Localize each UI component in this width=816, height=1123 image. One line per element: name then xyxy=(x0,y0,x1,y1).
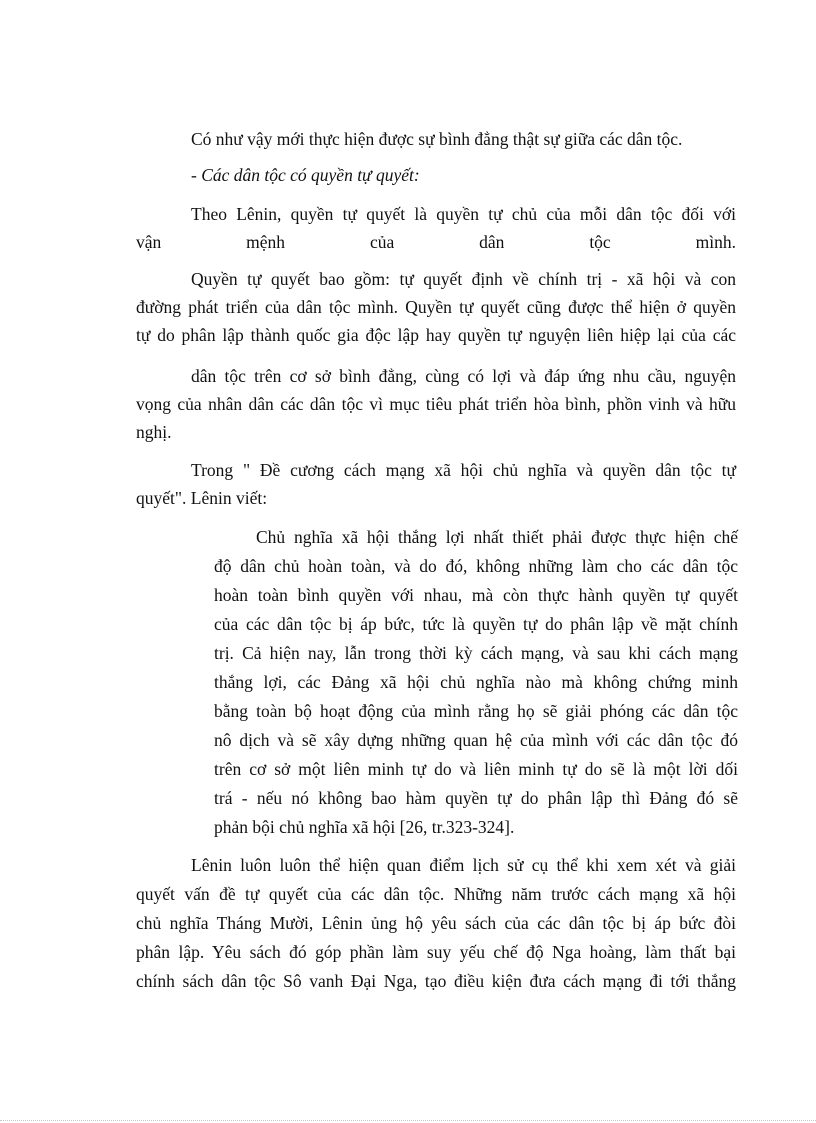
quote-line: thắng lợi, các Đảng xã hội chủ nghĩa nào mà không chứng minh xyxy=(214,672,738,692)
quote-line: trá - nếu nó không bao hàm quyền tự do phân lập thì Đảng đó sẽ xyxy=(214,788,738,808)
text-line: tự do phân lập thành quốc gia độc lập hay quyền tự nguyện liên hiệp lại của các xyxy=(136,325,736,345)
word: tộc xyxy=(589,232,611,252)
word: dân xyxy=(479,232,505,252)
text-line: Trong " Đề cương cách mạng xã hội chủ nghĩa và quyền dân tộc tự xyxy=(191,460,736,480)
text-line: đường phát triển của dân tộc mình. Quyền tự quyết cũng được thể hiện ở quyền xyxy=(136,297,736,317)
word: mình. xyxy=(695,232,736,252)
text-line: Theo Lênin, quyền tự quyết là quyền tự chủ của mỗi dân tộc đối với xyxy=(191,204,736,224)
quote-line: độ dân chủ hoàn toàn, và do đó, không những làm cho các dân tộc xyxy=(214,556,738,576)
quote-line: trị. Cả hiện nay, lẫn trong thời kỳ cách mạng, và sau khi cách mạng xyxy=(214,643,738,663)
text-line: dân tộc trên cơ sở bình đẳng, cùng có lợi và đáp ứng nhu cầu, nguyện xyxy=(191,366,736,386)
text-line: quyết". Lênin viết: xyxy=(136,488,268,508)
page-bottom-border xyxy=(0,1120,816,1121)
quote-line: hoàn toàn bình quyền với nhau, mà còn thực hành quyền tự quyết xyxy=(214,585,738,605)
text-line: quyết vấn đề tự quyết của các dân tộc. Những năm trước cách mạng xã hội xyxy=(136,884,736,904)
text-line: phân lập. Yêu sách đó góp phần làm suy yếu chế độ Nga hoàng, làm thất bại xyxy=(136,942,736,962)
quote-line: của các dân tộc bị áp bức, tức là quyền tự do phân lập về mặt chính xyxy=(214,614,738,634)
word: vận xyxy=(136,232,162,252)
text-line: Có như vậy mới thực hiện được sự bình đẳng thật sự giữa các dân tộc. xyxy=(191,129,683,149)
quote-line: nô dịch và sẽ xây dựng những quan hệ của mình với các dân tộc đó xyxy=(214,730,738,750)
section-heading: - Các dân tộc có quyền tự quyết: xyxy=(191,165,420,185)
quote-line: trên cơ sở một liên minh tự do và liên minh tự do sẽ là một lời dối xyxy=(214,759,738,779)
quote-line: Chủ nghĩa xã hội thắng lợi nhất thiết phải được thực hiện chế xyxy=(256,527,738,547)
word: mệnh xyxy=(246,232,286,252)
text-line: nghị. xyxy=(136,422,172,442)
word: của xyxy=(369,232,395,252)
quote-line: phản bội chủ nghĩa xã hội [26, tr.323-324]. xyxy=(214,817,515,837)
text-line: chủ nghĩa Tháng Mười, Lênin ủng hộ yêu sách của các dân tộc bị áp bức đòi xyxy=(136,913,736,933)
quote-line: bằng toàn bộ hoạt động của mình rằng họ sẽ giải phóng các dân tộc xyxy=(214,701,738,721)
text-line: chính sách dân tộc Sô vanh Đại Nga, tạo điều kiện đưa cách mạng đi tới thắng xyxy=(136,971,736,991)
justified-line xyxy=(136,231,736,253)
text-line: Lênin luôn luôn thể hiện quan điểm lịch sử cụ thể khi xem xét và giải xyxy=(191,855,736,875)
text-line: vọng của nhân dân các dân tộc vì mục tiêu phát triển hòa bình, phồn vinh và hữu xyxy=(136,394,736,414)
text-line: Quyền tự quyết bao gồm: tự quyết định về chính trị - xã hội và con xyxy=(191,269,736,289)
